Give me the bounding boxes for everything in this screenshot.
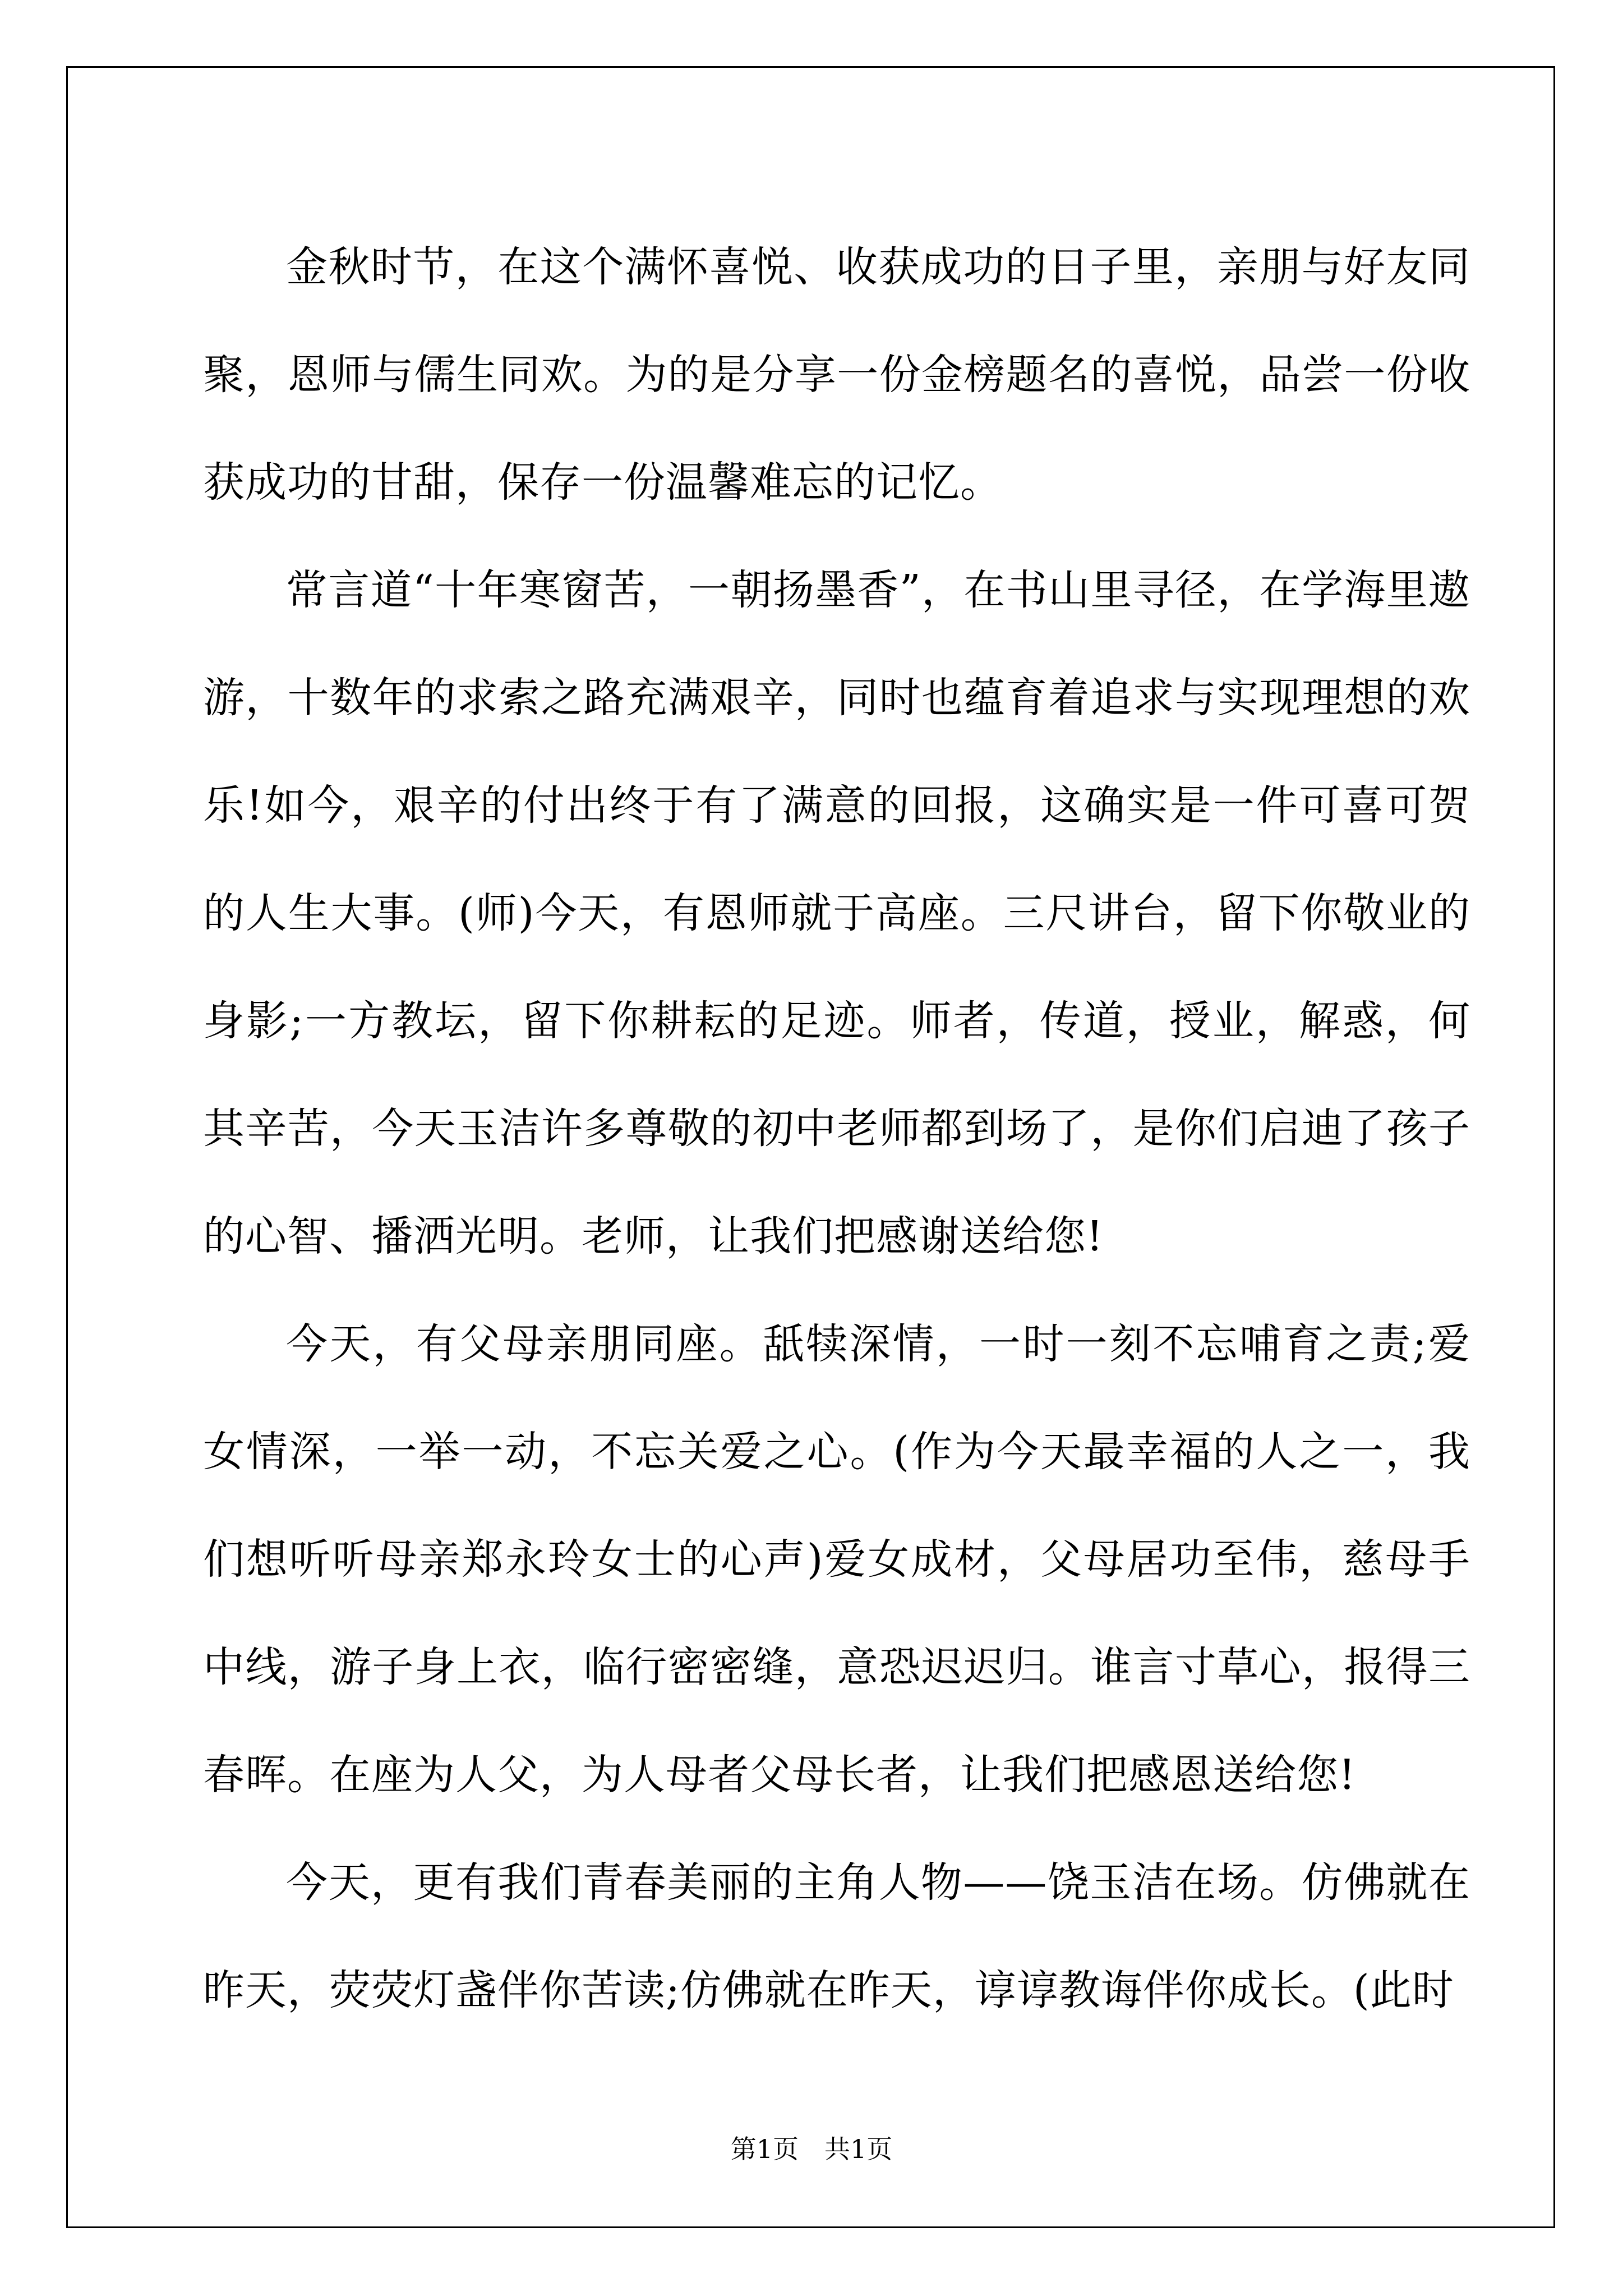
document-body — [203, 213, 1470, 2044]
paragraph-1: 金秋时节，在这个满怀喜悦、收获成功的日子里，亲朋与好友同聚，恩师与儒生同欢。为的是分享一份金榜题名的喜悦，品尝一份收获成功的甘甜，保存一份温馨难忘的记忆。 — [203, 243, 1470, 507]
paragraph-3: 今天，有父母亲朋同座。舐犊深情，一时一刻不忘哺育之责;爱女情深，一举一动，不忘关爱之心。(作为今天最幸福的人之一，我们想听听母亲郑永玲女士的心声)爱女成材，父母居功至伟，慈母手中线，游子身上衣，临行密密缝，意恐迟迟归。谁言寸草心，报得三春晖。在座为人父，为人母者父母长者，让我们把感恩送给您! — [203, 1320, 1470, 1799]
page-footer: 第1页 共1页 — [730, 2134, 893, 2164]
paragraph-2: 常言道“十年寒窗苦，一朝扬墨香”，在书山里寻径，在学海里遨游，十数年的求索之路充满艰辛，同时也蕴育着追求与实现理想的欢乐!如今，艰辛的付出终于有了满意的回报，这确实是一件可喜可贺的人生大事。(师)今天，有恩师就于高座。三尺讲台，留下你敬业的身影;一方教坛，留下你耕耘的足迹。师者，传道，授业，解惑，何其辛苦，今天玉洁许多尊敬的初中老师都到场了，是你们启迪了孩子的心智、播洒光明。老师，让我们把感谢送给您! — [203, 566, 1470, 1260]
paragraph-4: 今天，更有我们青春美丽的主角人物——饶玉洁在场。仿佛就在昨天，荧荧灯盏伴你苦读;仿佛就在昨天，谆谆教诲伴你成长。(此时 — [203, 1858, 1470, 2014]
